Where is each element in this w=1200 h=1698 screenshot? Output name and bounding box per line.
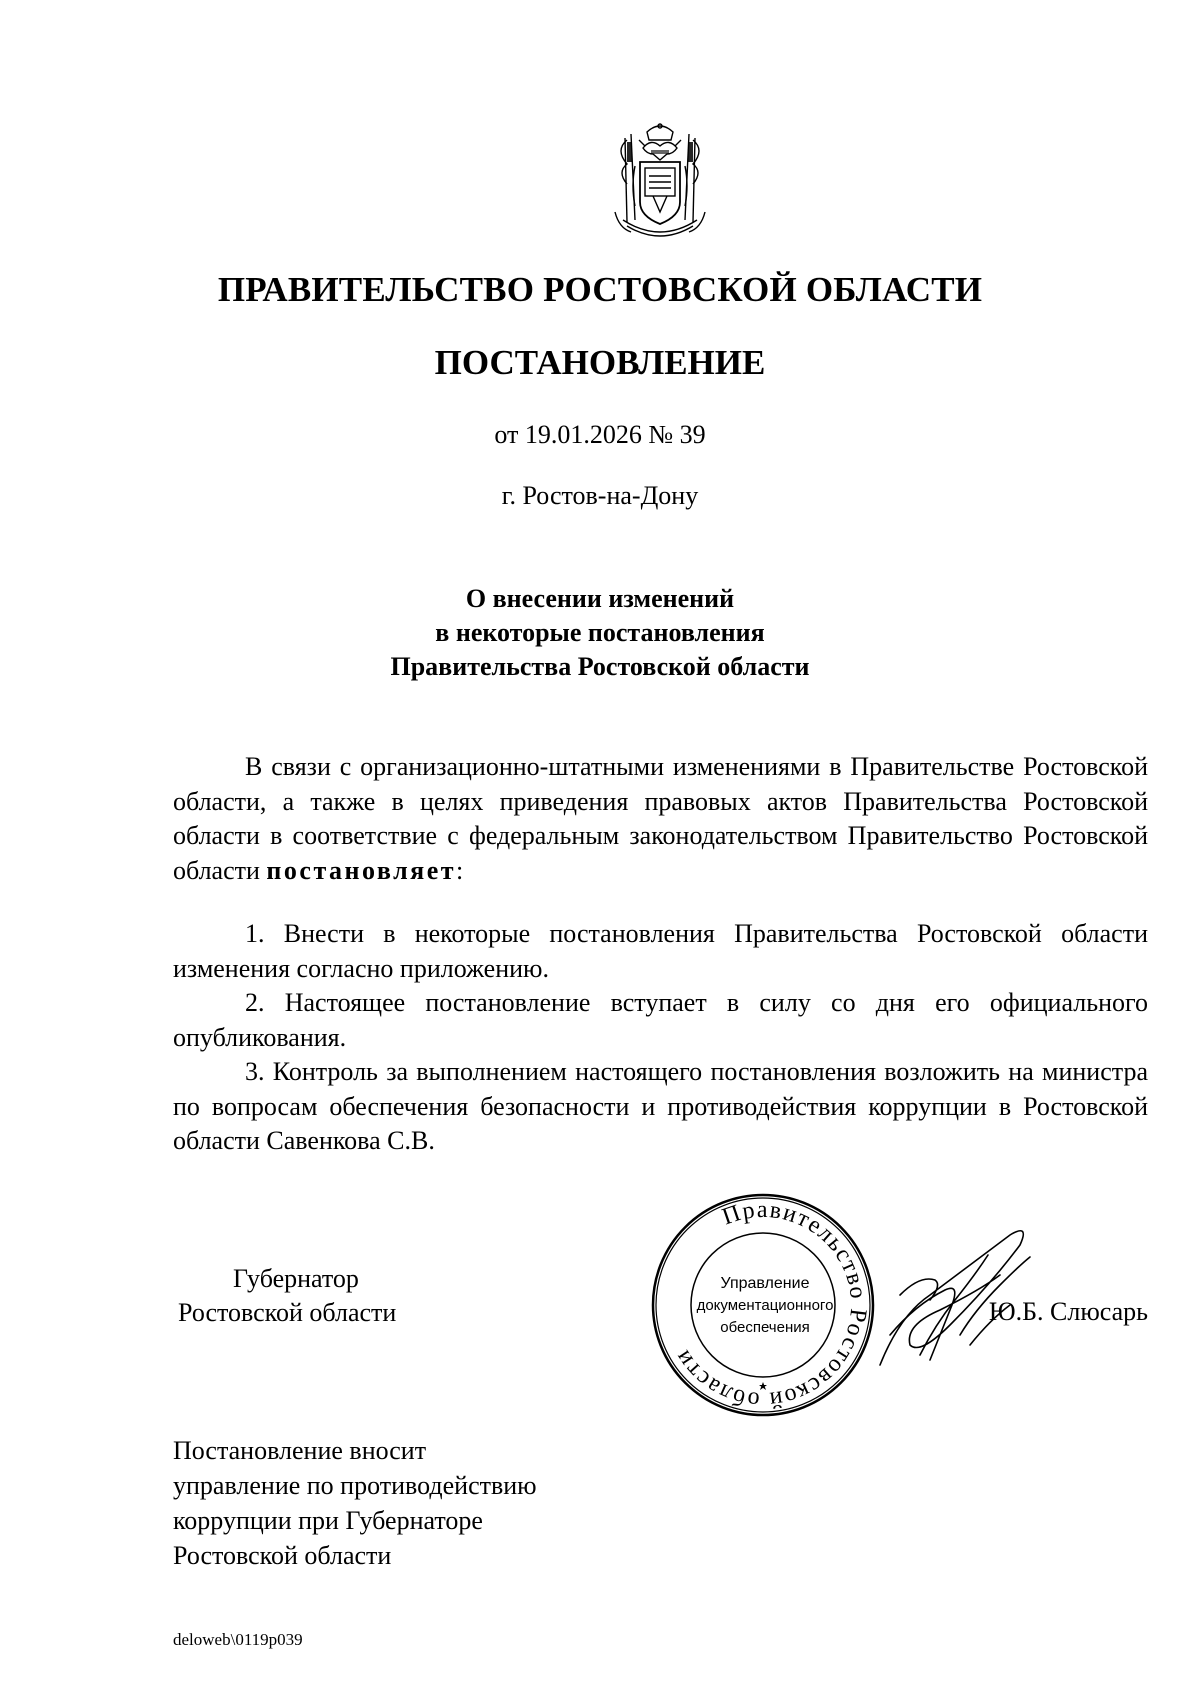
decree-item: 1. Внести в некоторые постановления Правительства Ростовской области изменения согласно приложению. xyxy=(173,919,1148,983)
submitted-by-line: управление по противодействию xyxy=(173,1471,537,1500)
stamp-center-line: документационного xyxy=(696,1297,834,1314)
submitted-by-line: коррупции при Губернаторе xyxy=(173,1506,483,1535)
organization-title: ПРАВИТЕЛЬСТВО РОСТОВСКОЙ ОБЛАСТИ xyxy=(217,270,983,309)
decree-item: 3. Контроль за выполнением настоящего постановления возложить на министра по вопросам обеспечения безопасности и противодействия коррупции в Ростовской области Савенкова С.В. xyxy=(173,1057,1148,1155)
signatory-name: Ю.Б. Слюсарь xyxy=(988,1297,1148,1326)
submitted-by-note xyxy=(173,1433,537,1573)
preamble-text: В связи с организационно-штатными изменениями в Правительстве Ростовской области, а также в целях приведения правовых актов Правительства Ростовской области в соответствие с федеральным законодательством Правительство Ростовской области xyxy=(173,752,1148,885)
decree-word: постановляет xyxy=(266,855,457,885)
stamp-center-line: Управление xyxy=(720,1275,810,1292)
document-subject xyxy=(0,582,1200,684)
preamble-tail: : xyxy=(456,855,464,885)
document-place: г. Ростов-на-Дону xyxy=(501,481,699,510)
stamp-ring-text: Правительство Ростовской области xyxy=(669,1196,872,1414)
submitted-by-line: Ростовской области xyxy=(173,1541,392,1570)
decree-item: 2. Настоящее постановление вступает в силу со дня его официального опубликования. xyxy=(173,988,1148,1052)
submitted-by-line: Постановление вносит xyxy=(173,1436,427,1465)
preamble-paragraph xyxy=(173,750,1148,888)
document-type-title: ПОСТАНОВЛЕНИЕ xyxy=(434,343,766,382)
official-stamp xyxy=(648,1190,878,1420)
subject-line: Правительства Ростовской области xyxy=(390,652,810,681)
stamp-center-line: обеспечения xyxy=(720,1319,810,1336)
subject-line: в некоторые постановления xyxy=(435,618,765,647)
signatory-title-line: Ростовской области xyxy=(178,1298,397,1327)
signatory-title xyxy=(178,1262,396,1330)
document-date-number: от 19.01.2026 № 39 xyxy=(494,420,706,449)
signatory-title-line: Губернатор xyxy=(233,1264,359,1293)
subject-line: О внесении изменений xyxy=(465,584,735,613)
coat-of-arms-emblem xyxy=(605,120,715,242)
document-code: deloweb\0119p039 xyxy=(173,1630,303,1649)
decree-items xyxy=(173,917,1148,1159)
